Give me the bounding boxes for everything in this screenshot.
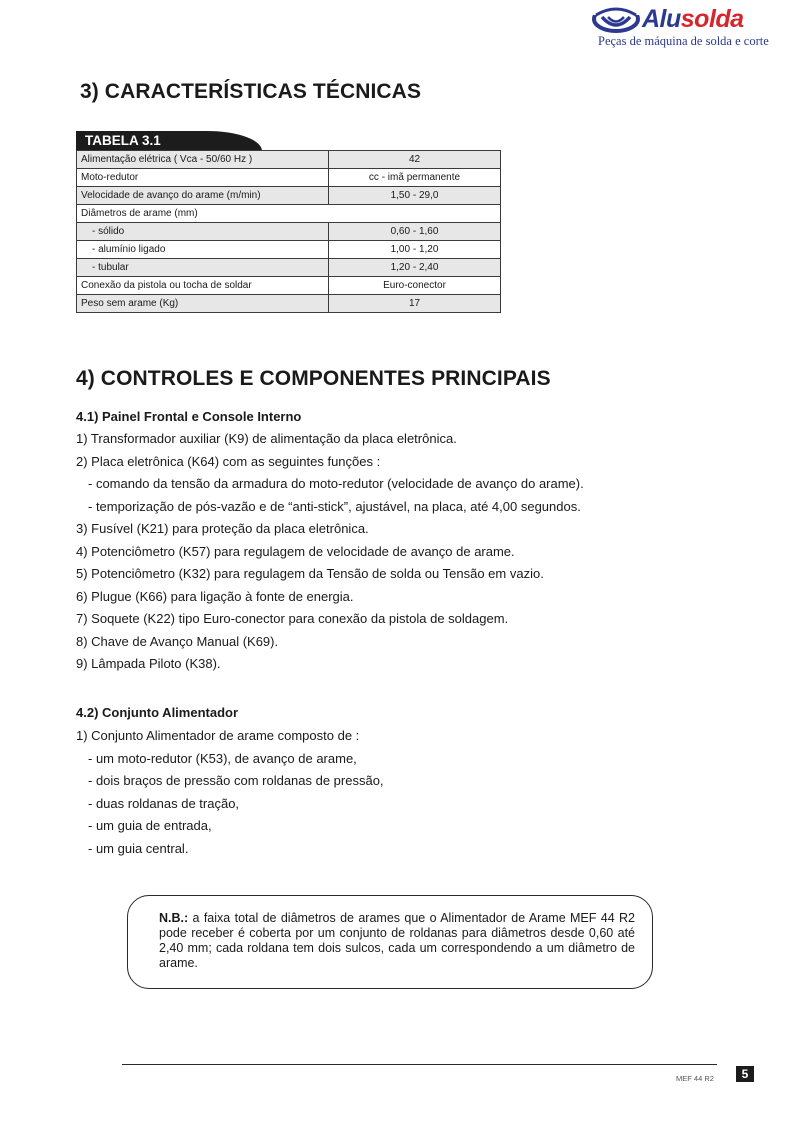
list-item: 1) Conjunto Alimentador de arame composto de :	[76, 728, 360, 743]
list-item: 4) Potenciômetro (K57) para regulagem de velocidade de avanço de arame.	[76, 543, 515, 559]
row-value: Euro-conector	[329, 277, 501, 295]
row-value: 42	[329, 151, 501, 169]
table-label: TABELA 3.1	[76, 131, 262, 151]
note-box	[127, 895, 653, 989]
footer-model-code: MEF 44 R2	[676, 1074, 714, 1083]
table-row	[77, 151, 501, 169]
alusolda-logo	[590, 3, 790, 48]
list-subitem: - duas roldanas de tração,	[88, 795, 240, 811]
table-row	[77, 169, 501, 187]
row-label: Velocidade de avanço do arame (m/min)	[77, 187, 329, 205]
note-text	[159, 911, 635, 971]
page-number: 5	[736, 1066, 754, 1082]
section-3-title: 3) CARACTERÍSTICAS TÉCNICAS	[80, 80, 422, 103]
logo-tagline: Peças de máquina de solda e corte	[598, 34, 769, 48]
row-label: - sólido	[77, 223, 329, 241]
component-list-4-2	[76, 725, 384, 860]
table-row	[77, 259, 501, 277]
component-list-4-1	[76, 428, 584, 676]
row-value: 1,20 - 2,40	[329, 259, 501, 277]
note-prefix: N.B.:	[159, 911, 189, 925]
row-label: - tubular	[77, 259, 329, 277]
table-row	[77, 277, 501, 295]
row-label: - alumínio ligado	[77, 241, 329, 259]
row-value: 1,50 - 29,0	[329, 187, 501, 205]
row-label: Peso sem arame (Kg)	[77, 295, 329, 313]
list-subitem: - comando da tensão da armadura do moto-redutor (velocidade de avanço do arame).	[88, 476, 584, 491]
list-item: 7) Soquete (K22) tipo Euro-conector para conexão da pistola de soldagem.	[76, 611, 509, 626]
list-item: 6) Plugue (K66) para ligação à fonte de energia.	[76, 588, 354, 604]
logo-wordmark	[642, 4, 744, 34]
list-item: 3) Fusível (K21) para proteção da placa eletrônica.	[76, 521, 369, 536]
table-row	[77, 187, 501, 205]
list-item: 1) Transformador auxiliar (K9) de alimentação da placa eletrônica.	[76, 431, 457, 446]
list-subitem: - dois braços de pressão com roldanas de pressão,	[88, 773, 384, 788]
row-label: Diâmetros de arame (mm)	[77, 205, 501, 223]
list-subitem: - um guia de entrada,	[88, 818, 212, 833]
section-4-title: 4) CONTROLES E COMPONENTES PRINCIPAIS	[76, 367, 551, 390]
row-label: Moto-redutor	[77, 169, 329, 187]
list-subitem: - um guia central.	[88, 840, 189, 856]
list-item: 8) Chave de Avanço Manual (K69).	[76, 633, 279, 649]
row-value: 0,60 - 1,60	[329, 223, 501, 241]
footer-divider	[122, 1064, 717, 1065]
list-item: 2) Placa eletrônica (K64) com as seguintes funções :	[76, 453, 381, 469]
list-item: 9) Lâmpada Piloto (K38).	[76, 656, 221, 671]
note-body: a faixa total de diâmetros de arames que o Alimentador de Arame MEF 44 R2 pode receber é coberta por um conjunto de roldanas para diâmetros desde 0,60 até 2,40 mm; cada roldana tem dois sulcos, cada um correspondendo a um diâmetro de arame.	[159, 911, 635, 970]
logo-wordmark-alu: Alu	[642, 5, 681, 33]
spec-table	[76, 150, 501, 313]
table-row	[77, 223, 501, 241]
row-value: 17	[329, 295, 501, 313]
list-subitem: - um moto-redutor (K53), de avanço de arame,	[88, 750, 357, 766]
subsection-4-2-title: 4.2) Conjunto Alimentador	[76, 705, 239, 720]
list-subitem: - temporização de pós-vazão e de “anti-stick”, ajustável, na placa, até 4,00 segundos.	[88, 498, 581, 514]
row-value: cc - imã permanente	[329, 169, 501, 187]
table-row	[77, 241, 501, 259]
list-item: 5) Potenciômetro (K32) para regulagem da Tensão de solda ou Tensão em vazio.	[76, 566, 544, 581]
swoosh-logo-icon	[592, 5, 642, 35]
row-label: Conexão da pistola ou tocha de soldar	[77, 277, 329, 295]
row-value: 1,00 - 1,20	[329, 241, 501, 259]
logo-wordmark-solda: solda	[680, 5, 744, 33]
table-row	[77, 295, 501, 313]
row-label: Alimentação elétrica ( Vca - 50/60 Hz )	[77, 151, 329, 169]
subsection-4-1-title: 4.1) Painel Frontal e Console Interno	[76, 409, 302, 424]
table-row-group-header	[77, 205, 501, 223]
